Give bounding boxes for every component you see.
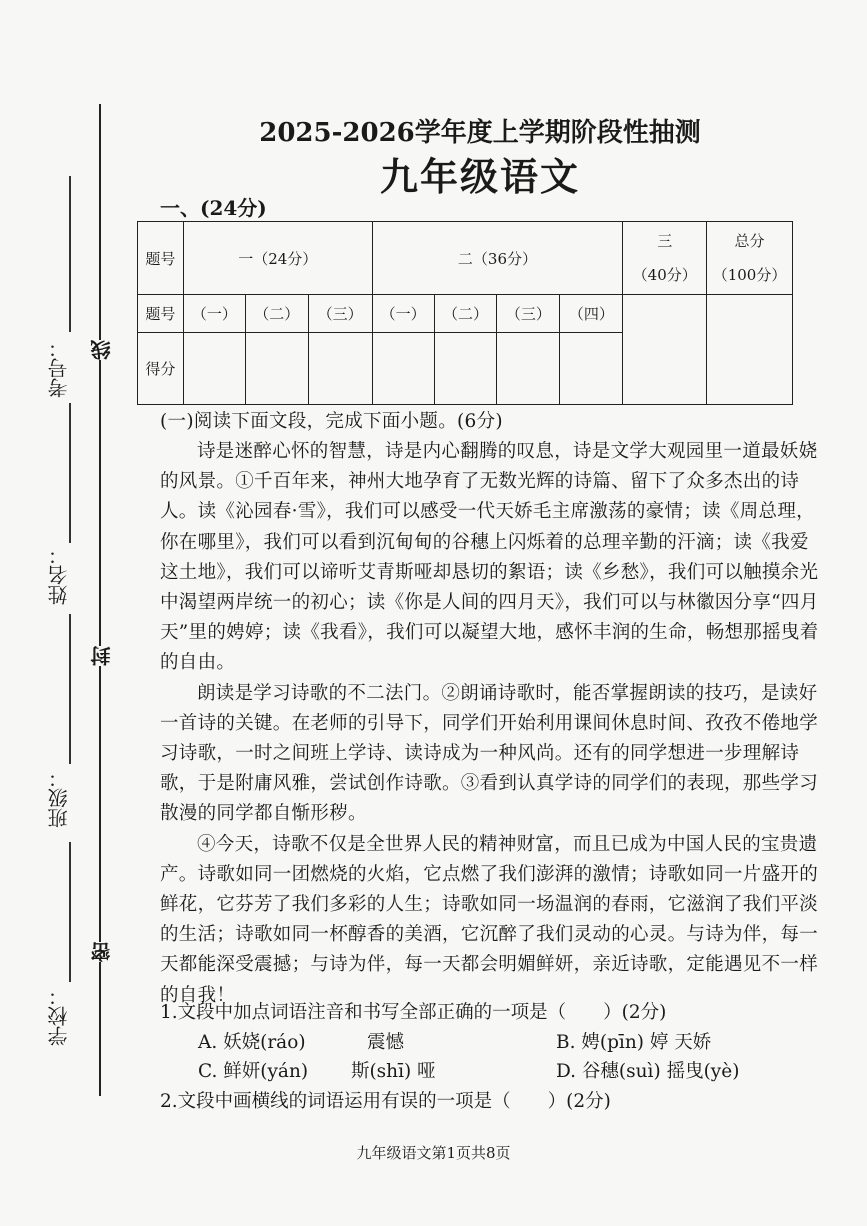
reading-instruction: (一)阅读下面文段，完成下面小题。(6分) (160, 411, 503, 432)
sub-header: （三） (308, 295, 372, 333)
row-label-sub-question: 题号 (138, 295, 184, 333)
score-cell[interactable] (245, 333, 308, 405)
seal-feng-char: 封 (87, 646, 113, 666)
passage-paragraph-2: 朗读是学习诗歌的不二法门。②朗诵诗歌时，能否掌握朗读的技巧，是读好一首诗的关键。在老师的引导下，同学们开始利用课间休息时间、孜孜不倦地学习诗歌，一时之间班上学诗、读诗成为一种风尚。还有的同学想进一步理解诗歌，于是附庸风雅，尝试创作诗歌。③看到认真学诗的同学们的表现，那些学习散漫的同学都自惭形秽。 (160, 682, 819, 825)
class-label: 班级： (47, 768, 71, 828)
section-one-heading: 一、(24分) (160, 196, 267, 220)
score-cell[interactable] (434, 333, 497, 405)
page-footer: 九年级语文第1页共8页 (356, 1144, 511, 1162)
exam-title: 2025-2026学年度上学期阶段性抽测 (259, 118, 701, 148)
score-cell[interactable] (497, 333, 560, 405)
part-three-header (623, 222, 707, 295)
seal-mi-char: 密 (87, 942, 113, 962)
passage-paragraph-3: ④今天，诗歌不仅是全世界人民的精神财富，而且已成为中国人民的宝贵遗产。诗歌如同一团燃烧的火焰，它点燃了我们澎湃的激情；诗歌如同一片盛开的鲜花，它芬芳了我们多彩的人生；诗歌如同一场温润的春雨，它滋润了我们平淡的生活；诗歌如同一杯醇香的美酒，它沉醉了我们灵动的心灵。与诗为伴，每一天都能深受震撼；与诗为伴，每一天都会明媚鲜妍，亲近诗歌，定能遇见不一样的自我！ (160, 833, 819, 1006)
score-table (137, 221, 793, 405)
part-three-score-cell[interactable] (623, 295, 707, 405)
question-1-stem: 1.文段中加点词语注音和书写全部正确的一项是（ ）(2分) (160, 1002, 667, 1023)
sub-header: （二） (434, 295, 497, 333)
question-1-option-c[interactable]: C. 鲜妍(yán) 斯(shī) 哑 (198, 1061, 436, 1082)
part-three-points: （40分） (632, 266, 697, 284)
seal-line-char: 线 (87, 340, 113, 360)
passage-paragraph-1: 诗是迷醉心怀的智慧，诗是内心翻腾的叹息，诗是文学大观园里一道最妖娆的风景。①千百年来，神州大地孕育了无数光辉的诗篇、留下了众多杰出的诗人。读《沁园春·雪》，我们可以感受一代天娇毛主席激荡的豪情；读《周总理，你在哪里》，我们可以看到沉甸甸的谷穗上闪烁着的总理辛勤的汗滴；读《我爱这土地》，我们可以谛听艾青斯哑却恳切的絮语；读《乡愁》，我们可以触摸余光中渴望两岸统一的初心；读《你是人间的四月天》，我们可以与林徽因分享“四月天”里的娉婷；读《我看》，我们可以凝望大地，感怀丰润的生命，畅想那摇曳着的自由。 (160, 441, 819, 674)
part-one-header: 一（24分） (183, 222, 372, 295)
row-label-question-no: 题号 (138, 222, 184, 295)
school-rule (69, 842, 71, 982)
sub-header: （一） (183, 295, 245, 333)
total-score-cell[interactable] (707, 295, 793, 405)
total-header (707, 222, 793, 295)
question-2-stem: 2.文段中画横线的词语运用有误的一项是（ ）(2分) (160, 1091, 611, 1112)
question-1-option-a[interactable]: A. 妖娆(ráo) 震憾 (198, 1032, 404, 1053)
sub-header: （三） (497, 295, 560, 333)
reading-passage (160, 437, 820, 1011)
total-points: （100分） (712, 266, 787, 284)
name-rule (69, 403, 71, 543)
question-1-option-d[interactable]: D. 谷穗(suì) 摇曳(yè) (556, 1061, 740, 1082)
score-cell[interactable] (183, 333, 245, 405)
name-label: 姓名： (47, 545, 71, 605)
total-name: 总分 (734, 232, 765, 250)
question-1-option-b[interactable]: B. 娉(pīn) 婷 天娇 (556, 1032, 712, 1053)
score-cell[interactable] (308, 333, 372, 405)
part-two-header: 二（36分） (372, 222, 623, 295)
sub-header: （四） (560, 295, 623, 333)
exam-number-label: 考号： (47, 338, 71, 398)
score-cell[interactable] (560, 333, 623, 405)
score-cell[interactable] (372, 333, 434, 405)
subject-title: 九年级语文 (379, 154, 580, 199)
part-three-name: 三 (657, 232, 673, 250)
class-rule (69, 614, 71, 764)
sub-header: （一） (372, 295, 434, 333)
row-label-score: 得分 (138, 333, 184, 405)
school-label: 学校： (47, 986, 71, 1046)
sub-header: （二） (245, 295, 308, 333)
exam-number-rule (69, 176, 71, 332)
